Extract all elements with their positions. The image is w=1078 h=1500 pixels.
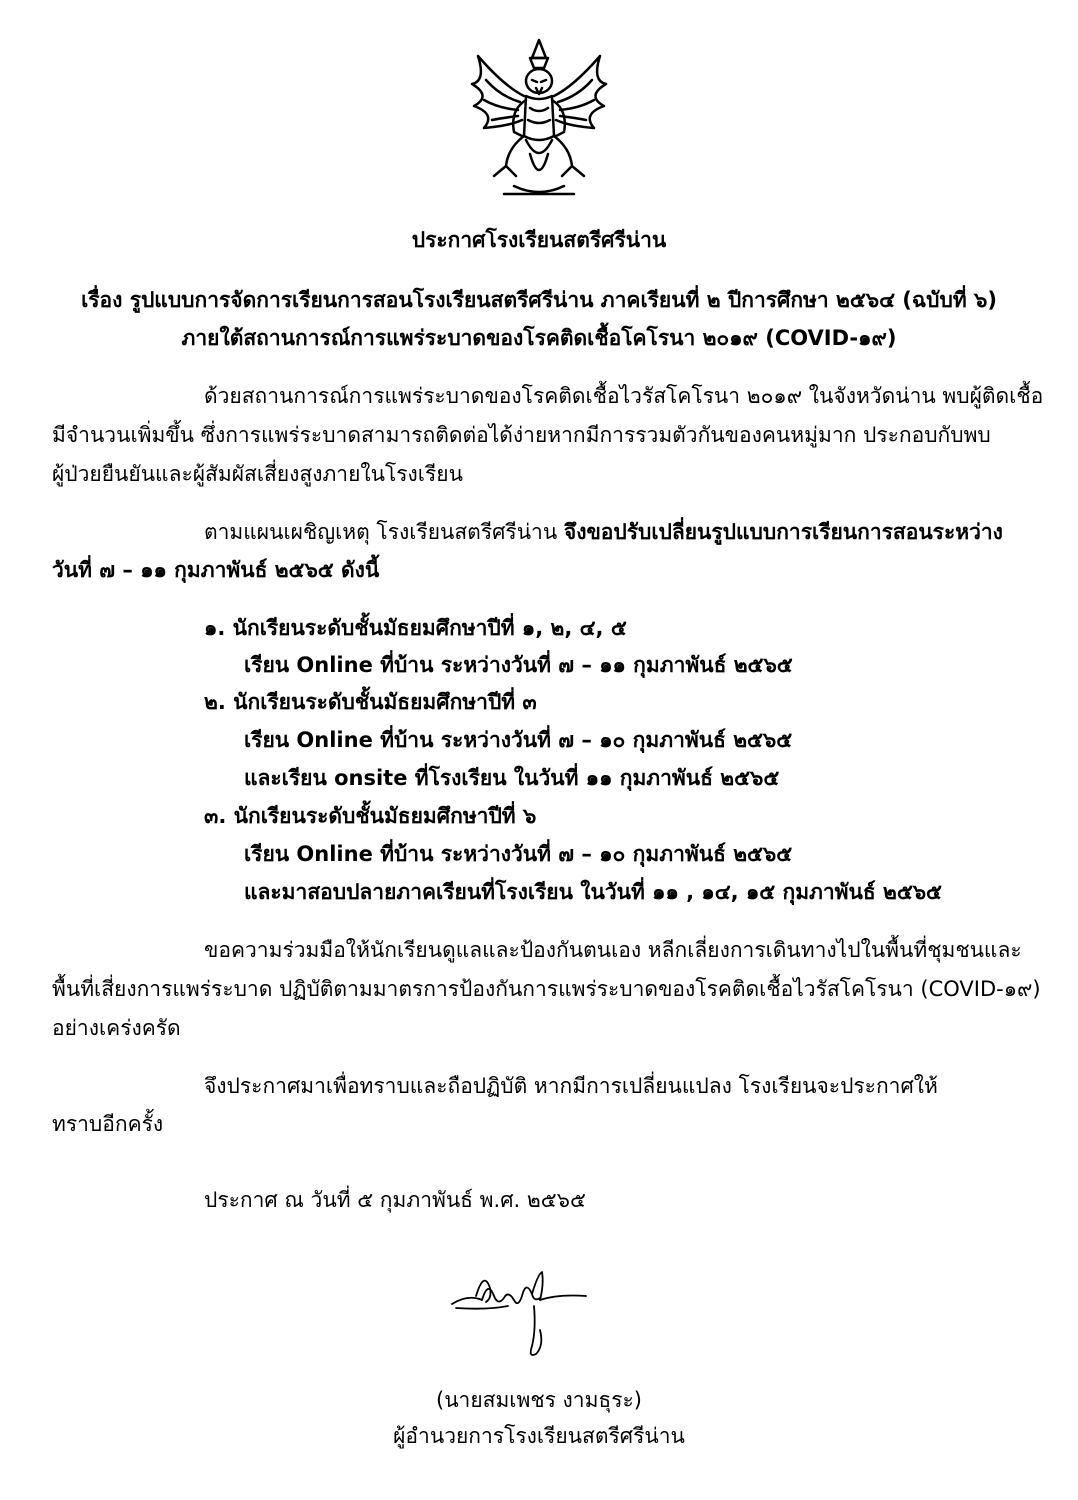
para1-line-3: ผู้ป่วยยืนยันและผู้สัมผัสเสี่ยงสูงภายในโรงเรียน [52, 462, 463, 486]
para4-line-2: ทราบอีกครั้ง [52, 1112, 164, 1136]
subject-line-1: เรื่อง รูปแบบการจัดการเรียนการสอนโรงเรียนสตรีศรีน่าน ภาคเรียนที่ ๒ ปีการศึกษา ๒๕๖๔ (ฉบับที่ ๖) [81, 288, 997, 312]
para2-line-2: วันที่ ๗ – ๑๑ กุมภาพันธ์ ๒๕๖๕ ดังนี้ [52, 558, 380, 582]
item-1-detail: เรียน Online ที่บ้าน ระหว่างวันที่ ๗ – ๑๑ กุมภาพันธ์ ๒๕๖๕ [244, 653, 793, 677]
item-2-heading: ๒. นักเรียนระดับชั้นมัธยมศึกษาปีที่ ๓ [204, 690, 537, 714]
para2-plain: ตามแผนเผชิญเหตุ โรงเรียนสตรีศรีน่าน [204, 520, 564, 544]
para1-line-2: มีจำนวนเพิ่มขึ้น ซึ่งการแพร่ระบาดสามารถติดต่อได้ง่ายหากมีการรวมตัวกันของคนหมู่มาก ประกอบกับพบ [52, 423, 991, 447]
signatory-name: (นายสมเพชร งามธุระ) [436, 1388, 642, 1412]
para1-line-1: ด้วยสถานการณ์การแพร่ระบาดของโรคติดเชื้อไวรัสโคโรนา ๒๐๑๙ ในจังหวัดน่าน พบผู้ติดเชื้อ [204, 384, 1044, 408]
para3-line-2: พื้นที่เสี่ยงการแพร่ระบาด ปฏิบัติตามมาตรการป้องกันการแพร่ระบาดของโรคติดเชื้อไวรัสโคโรนา (COVID-๑๙) [52, 977, 1041, 1001]
garuda-emblem-icon [464, 36, 614, 206]
handwritten-signature-icon [448, 1250, 588, 1370]
para4-line-1: จึงประกาศมาเพื่อทราบและถือปฏิบัติ หากมีการเปลี่ยนแปลง โรงเรียนจะประกาศให้ [204, 1074, 938, 1098]
para2-bold: จึงขอปรับเปลี่ยนรูปแบบการเรียนการสอนระหว่าง [563, 520, 1003, 544]
para3-line-3: อย่างเคร่งครัด [52, 1016, 181, 1040]
item-2-detail-1: เรียน Online ที่บ้าน ระหว่างวันที่ ๗ – ๑๐ กุมภาพันธ์ ๒๕๖๕ [244, 728, 793, 752]
item-3-heading: ๓. นักเรียนระดับชั้นมัธยมศึกษาปีที่ ๖ [204, 804, 537, 828]
subject-line-2: ภายใต้สถานการณ์การแพร่ระบาดของโรคติดเชื้อโคโรนา ๒๐๑๙ (COVID-๑๙) [181, 326, 897, 350]
announcement-date: ประกาศ ณ วันที่ ๕ กุมภาพันธ์ พ.ศ. ๒๕๖๕ [204, 1188, 586, 1212]
item-2-detail-2: และเรียน onsite ที่โรงเรียน ในวันที่ ๑๑ กุมภาพันธ์ ๒๕๖๕ [244, 766, 780, 790]
item-3-detail-1: เรียน Online ที่บ้าน ระหว่างวันที่ ๗ – ๑๐ กุมภาพันธ์ ๒๕๖๕ [244, 842, 793, 866]
para2-line-1 [204, 520, 1003, 545]
item-3-detail-2: และมาสอบปลายภาคเรียนที่โรงเรียน ในวันที่ ๑๑ , ๑๔, ๑๕ กุมภาพันธ์ ๒๕๖๕ [244, 880, 942, 904]
announcement-issuer: ประกาศโรงเรียนสตรีศรีน่าน [411, 228, 667, 252]
signatory-position: ผู้อำนวยการโรงเรียนสตรีศรีน่าน [393, 1424, 685, 1448]
item-1-heading: ๑. นักเรียนระดับชั้นมัธยมศึกษาปีที่ ๑, ๒, ๔, ๕ [204, 616, 627, 640]
para3-line-1: ขอความร่วมมือให้นักเรียนดูแลและป้องกันตนเอง หลีกเลี่ยงการเดินทางไปในพื้นที่ชุมชนและ [204, 938, 1022, 962]
